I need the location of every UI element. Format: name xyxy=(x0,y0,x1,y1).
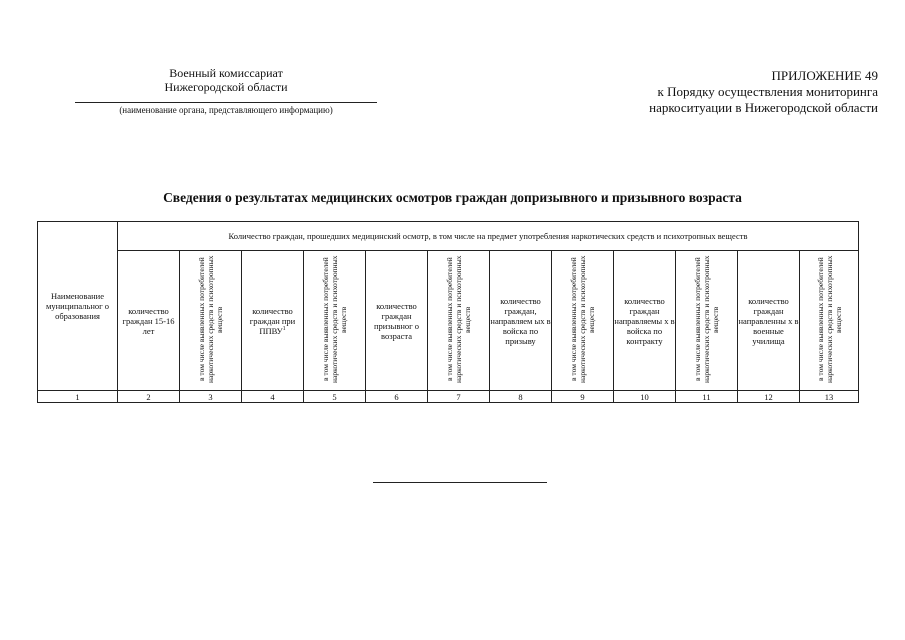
signature-line xyxy=(373,482,547,483)
header-col-6: количество граждан призывног о возраста xyxy=(366,251,428,391)
header-col-13 xyxy=(800,251,859,391)
header-col-9-text: в том числе выявленных потребителей наркотических средств и психотропных веществ xyxy=(569,255,596,384)
header-col-11 xyxy=(676,251,738,391)
organization-caption: (наименование органа, представляющего информацию) xyxy=(119,105,333,115)
header-col-5 xyxy=(304,251,366,391)
header-col-7-text: в том числе выявленных потребителей наркотических средств и психотропных веществ xyxy=(445,255,472,384)
column-number: 9 xyxy=(552,391,614,403)
appendix-block xyxy=(649,68,878,116)
header-col-8: количество граждан, направляем ых в войска по призыву xyxy=(490,251,552,391)
appendix-ref-line2: наркоситуации в Нижегородской области xyxy=(649,100,878,115)
organization-underline xyxy=(75,102,377,103)
header-col-3 xyxy=(180,251,242,391)
column-number: 10 xyxy=(614,391,676,403)
column-number: 11 xyxy=(676,391,738,403)
column-number: 12 xyxy=(738,391,800,403)
header-municipality: Наименование муниципальног о образования xyxy=(38,222,118,391)
column-numbers-row xyxy=(38,391,859,403)
column-number: 5 xyxy=(304,391,366,403)
header-col-9 xyxy=(552,251,614,391)
column-number: 3 xyxy=(180,391,242,403)
column-number: 4 xyxy=(242,391,304,403)
header-col-12: количество граждан направленны х в военные училища xyxy=(738,251,800,391)
header-col-2: количество граждан 15-16 лет xyxy=(118,251,180,391)
footnote-marker: 1 xyxy=(282,325,286,332)
organization-name-line1: Военный комиссариат xyxy=(169,66,283,80)
document-title: Сведения о результатах медицинских осмотров граждан допризывного и призывного возраста xyxy=(163,190,742,205)
column-number: 7 xyxy=(428,391,490,403)
column-number: 2 xyxy=(118,391,180,403)
report-table xyxy=(37,221,859,403)
header-col-7 xyxy=(428,251,490,391)
appendix-ref-line1: к Порядку осуществления мониторинга xyxy=(657,84,878,99)
column-number: 1 xyxy=(38,391,118,403)
column-number: 13 xyxy=(800,391,859,403)
header-group: Количество граждан, прошедших медицинский осмотр, в том числе на предмет употребления наркотических средств и психотропных веществ xyxy=(118,222,859,251)
column-number: 6 xyxy=(366,391,428,403)
header-col-3-text: в том числе выявленных потребителей наркотических средств и психотропных веществ xyxy=(197,255,224,384)
column-number: 8 xyxy=(490,391,552,403)
header-col-4 xyxy=(242,251,304,391)
header-col-5-text: в том числе выявленных потребителей наркотических средств и психотропных веществ xyxy=(321,255,348,384)
organization-block xyxy=(75,66,377,116)
header-col-10: количество граждан направляемы х в войска по контракту xyxy=(614,251,676,391)
header-col-13-text: в том числе выявленных потребителей наркотических средств и психотропных веществ xyxy=(815,255,843,384)
appendix-number: ПРИЛОЖЕНИЕ 49 xyxy=(771,68,878,83)
header-col-11-text: в том числе выявленных потребителей наркотических средств и психотропных веществ xyxy=(693,255,720,384)
header-col-4-text: количество граждан при ППВУ xyxy=(249,305,296,336)
organization-name-line2: Нижегородской области xyxy=(164,80,288,94)
